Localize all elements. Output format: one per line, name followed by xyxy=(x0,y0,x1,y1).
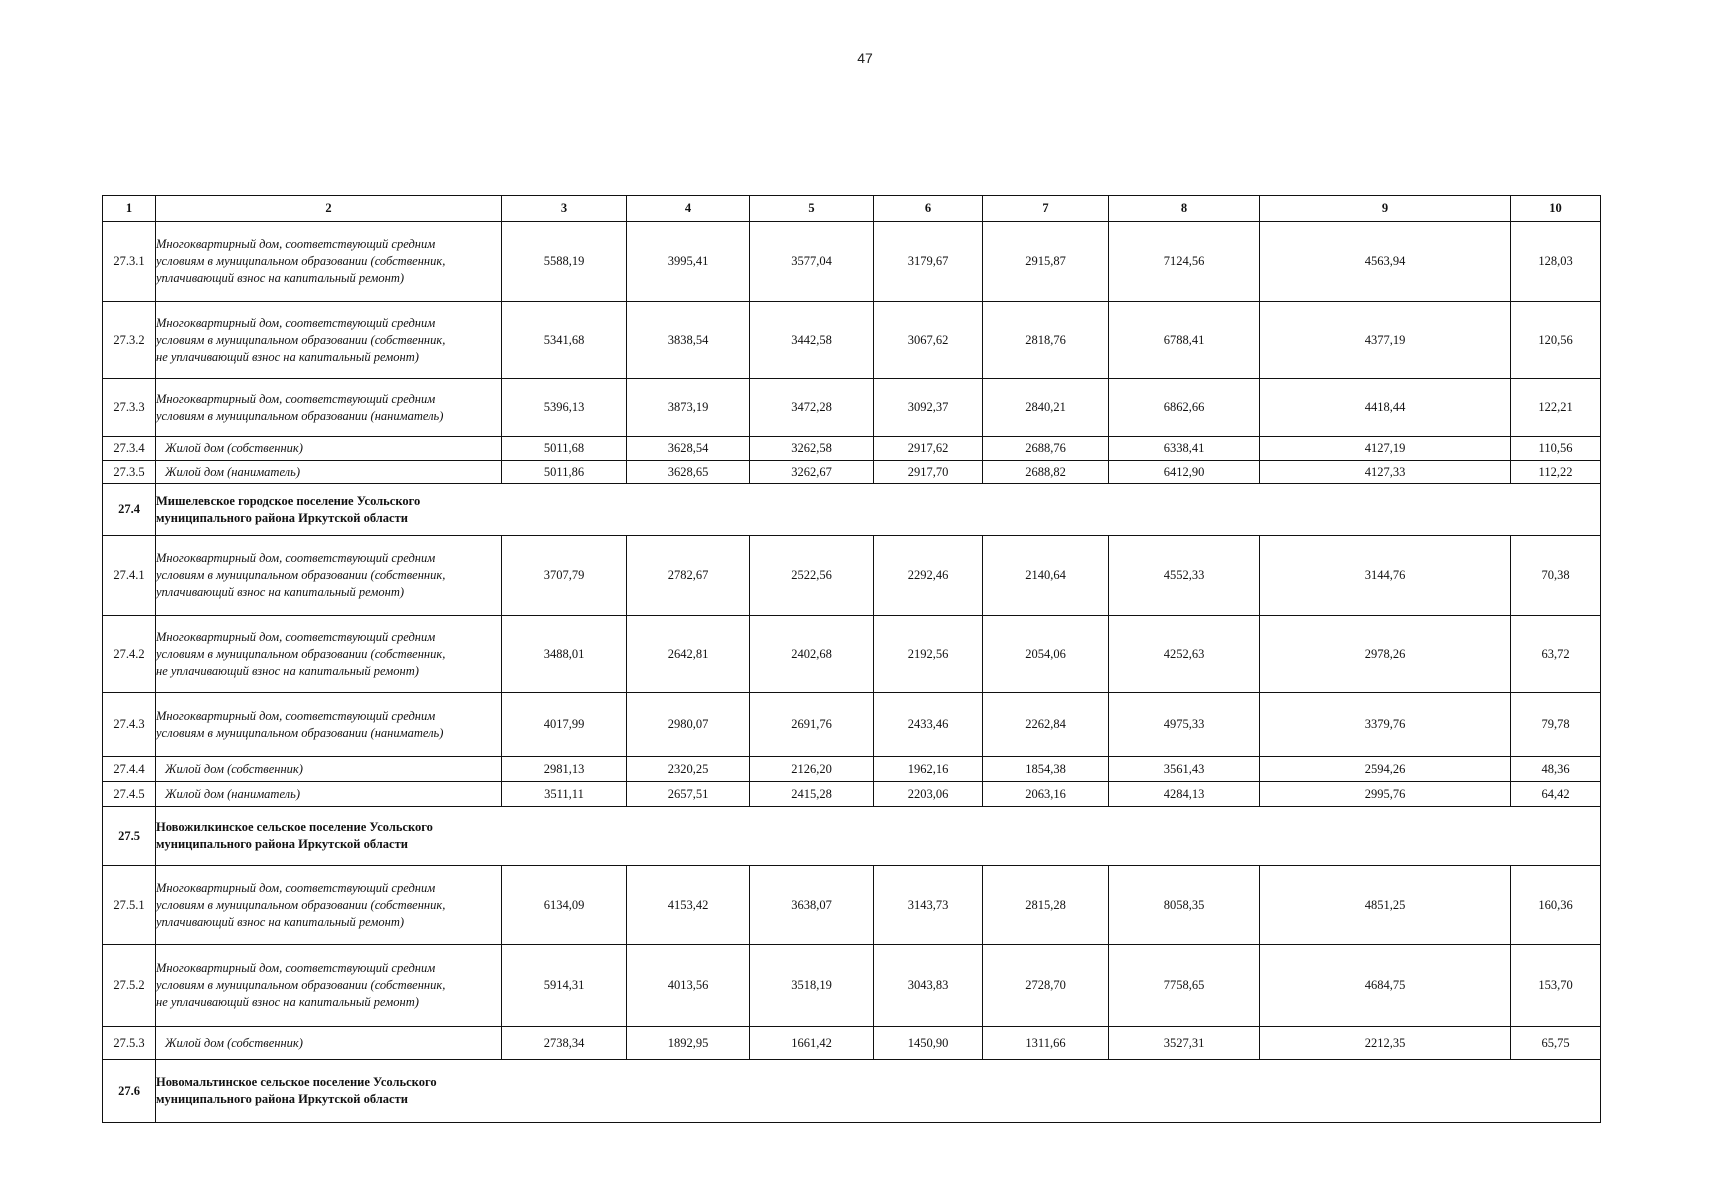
description-line: условиям в муниципальном образовании (наниматель) xyxy=(156,725,444,740)
row-27-3-5 xyxy=(103,461,1601,484)
section-number: 27.4 xyxy=(103,484,156,536)
value-col-8: 4284,13 xyxy=(1109,782,1260,807)
description-line: Многоквартирный дом, соответствующий средним xyxy=(156,961,436,975)
value-col-4: 2642,81 xyxy=(627,616,750,693)
header-col-9: 9 xyxy=(1260,196,1511,222)
header-col-4: 4 xyxy=(627,196,750,222)
row-27-3-2 xyxy=(103,302,1601,379)
header-col-2: 2 xyxy=(156,196,502,222)
description-line: условиям в муниципальном образовании (собственник, xyxy=(156,978,446,992)
value-col-5: 3262,58 xyxy=(750,437,874,461)
value-col-3: 5341,68 xyxy=(502,302,627,379)
description-line: Многоквартирный дом, соответствующий средним xyxy=(156,629,436,644)
row-number: 27.4.5 xyxy=(103,782,156,807)
value-col-8: 8058,35 xyxy=(1109,866,1260,945)
section-row-27-6 xyxy=(103,1060,1601,1123)
value-col-10: 128,03 xyxy=(1511,222,1601,302)
description-line: условиям в муниципальном образовании (собственник, xyxy=(156,332,446,347)
value-col-10: 63,72 xyxy=(1511,616,1601,693)
value-col-9: 2594,26 xyxy=(1260,757,1511,782)
section-title-line: Новомальтинское сельское поселение Усольского xyxy=(156,1075,437,1089)
value-col-3: 5396,13 xyxy=(502,379,627,437)
value-col-9: 2978,26 xyxy=(1260,616,1511,693)
value-col-5: 3518,19 xyxy=(750,945,874,1027)
value-col-6: 2917,70 xyxy=(874,461,983,484)
value-col-3: 5914,31 xyxy=(502,945,627,1027)
value-col-8: 7124,56 xyxy=(1109,222,1260,302)
header-row xyxy=(103,196,1601,222)
value-col-8: 6862,66 xyxy=(1109,379,1260,437)
value-col-8: 4975,33 xyxy=(1109,693,1260,757)
value-col-5: 2522,56 xyxy=(750,536,874,616)
description-line: Жилой дом (собственник) xyxy=(165,1035,303,1050)
value-col-10: 160,36 xyxy=(1511,866,1601,945)
value-col-5: 1661,42 xyxy=(750,1027,874,1060)
value-col-4: 2657,51 xyxy=(627,782,750,807)
value-col-3: 5011,68 xyxy=(502,437,627,461)
value-col-10: 112,22 xyxy=(1511,461,1601,484)
value-col-6: 1450,90 xyxy=(874,1027,983,1060)
value-col-6: 2192,56 xyxy=(874,616,983,693)
row-description xyxy=(156,1027,502,1060)
row-number: 27.4.3 xyxy=(103,693,156,757)
value-col-3: 3511,11 xyxy=(502,782,627,807)
description-line: Многоквартирный дом, соответствующий средним xyxy=(156,551,436,565)
value-col-4: 3838,54 xyxy=(627,302,750,379)
value-col-6: 2917,62 xyxy=(874,437,983,461)
row-number: 27.4.1 xyxy=(103,536,156,616)
row-27-5-3 xyxy=(103,1027,1601,1060)
value-col-10: 64,42 xyxy=(1511,782,1601,807)
value-col-7: 2262,84 xyxy=(983,693,1109,757)
section-title xyxy=(156,807,1601,866)
value-col-5: 2126,20 xyxy=(750,757,874,782)
value-col-8: 4552,33 xyxy=(1109,536,1260,616)
value-col-10: 48,36 xyxy=(1511,757,1601,782)
value-col-9: 4684,75 xyxy=(1260,945,1511,1027)
value-col-7: 2054,06 xyxy=(983,616,1109,693)
value-col-7: 2140,64 xyxy=(983,536,1109,616)
value-col-6: 3143,73 xyxy=(874,866,983,945)
value-col-8: 7758,65 xyxy=(1109,945,1260,1027)
row-description xyxy=(156,945,502,1027)
value-col-9: 4377,19 xyxy=(1260,302,1511,379)
value-col-8: 6788,41 xyxy=(1109,302,1260,379)
value-col-7: 1311,66 xyxy=(983,1027,1109,1060)
section-title xyxy=(156,484,1601,536)
description-line: Многоквартирный дом, соответствующий средним xyxy=(156,708,436,723)
value-col-10: 79,78 xyxy=(1511,693,1601,757)
value-col-7: 2818,76 xyxy=(983,302,1109,379)
value-col-7: 2688,76 xyxy=(983,437,1109,461)
value-col-9: 4127,33 xyxy=(1260,461,1511,484)
row-number: 27.4.4 xyxy=(103,757,156,782)
section-number: 27.5 xyxy=(103,807,156,866)
row-number: 27.5.1 xyxy=(103,866,156,945)
description-line: условиям в муниципальном образовании (собственник, xyxy=(156,568,446,582)
section-title-line: Мишелевское городское поселение Усольского xyxy=(156,493,421,508)
section-title-line: муниципального района Иркутской области xyxy=(156,837,408,851)
value-col-6: 3067,62 xyxy=(874,302,983,379)
value-col-4: 3628,65 xyxy=(627,461,750,484)
value-col-3: 3488,01 xyxy=(502,616,627,693)
value-col-4: 2782,67 xyxy=(627,536,750,616)
value-col-3: 2981,13 xyxy=(502,757,627,782)
value-col-10: 120,56 xyxy=(1511,302,1601,379)
value-col-4: 3628,54 xyxy=(627,437,750,461)
description-line: Многоквартирный дом, соответствующий средним xyxy=(156,391,436,406)
description-line: условиям в муниципальном образовании (собственник, xyxy=(156,254,446,268)
row-description xyxy=(156,616,502,693)
description-line: не уплачивающий взнос на капитальный ремонт) xyxy=(156,995,419,1009)
section-title-line: муниципального района Иркутской области xyxy=(156,1092,408,1106)
row-27-5-1 xyxy=(103,866,1601,945)
header-col-8: 8 xyxy=(1109,196,1260,222)
value-col-4: 3873,19 xyxy=(627,379,750,437)
value-col-5: 2402,68 xyxy=(750,616,874,693)
value-col-7: 1854,38 xyxy=(983,757,1109,782)
description-line: Многоквартирный дом, соответствующий средним xyxy=(156,315,436,330)
value-col-3: 4017,99 xyxy=(502,693,627,757)
value-col-7: 2840,21 xyxy=(983,379,1109,437)
row-27-4-4 xyxy=(103,757,1601,782)
value-col-4: 4153,42 xyxy=(627,866,750,945)
value-col-6: 3179,67 xyxy=(874,222,983,302)
value-col-8: 3561,43 xyxy=(1109,757,1260,782)
row-number: 27.3.1 xyxy=(103,222,156,302)
header-col-3: 3 xyxy=(502,196,627,222)
value-col-6: 3043,83 xyxy=(874,945,983,1027)
value-col-3: 2738,34 xyxy=(502,1027,627,1060)
tariff-table xyxy=(102,195,1601,1123)
section-row-27-4 xyxy=(103,484,1601,536)
value-col-10: 70,38 xyxy=(1511,536,1601,616)
row-number: 27.4.2 xyxy=(103,616,156,693)
section-number: 27.6 xyxy=(103,1060,156,1123)
section-title-line: Новожилкинское сельское поселение Усольского xyxy=(156,820,433,834)
description-line: Многоквартирный дом, соответствующий средним xyxy=(156,880,436,895)
row-description xyxy=(156,782,502,807)
value-col-6: 1962,16 xyxy=(874,757,983,782)
value-col-5: 3472,28 xyxy=(750,379,874,437)
value-col-5: 3442,58 xyxy=(750,302,874,379)
row-27-4-1 xyxy=(103,536,1601,616)
description-line: Жилой дом (собственник) xyxy=(165,761,303,776)
value-col-7: 2815,28 xyxy=(983,866,1109,945)
header-col-1: 1 xyxy=(103,196,156,222)
value-col-9: 4851,25 xyxy=(1260,866,1511,945)
value-col-9: 3379,76 xyxy=(1260,693,1511,757)
value-col-8: 3527,31 xyxy=(1109,1027,1260,1060)
description-line: не уплачивающий взнос на капитальный ремонт) xyxy=(156,349,419,364)
row-27-4-3 xyxy=(103,693,1601,757)
value-col-8: 4252,63 xyxy=(1109,616,1260,693)
row-description xyxy=(156,461,502,484)
value-col-7: 2688,82 xyxy=(983,461,1109,484)
description-line: уплачивающий взнос на капитальный ремонт) xyxy=(156,271,405,285)
section-title-line: муниципального района Иркутской области xyxy=(156,510,408,525)
value-col-3: 3707,79 xyxy=(502,536,627,616)
value-col-10: 110,56 xyxy=(1511,437,1601,461)
value-col-5: 3638,07 xyxy=(750,866,874,945)
value-col-3: 5011,86 xyxy=(502,461,627,484)
row-description xyxy=(156,222,502,302)
row-27-3-1 xyxy=(103,222,1601,302)
row-27-3-4 xyxy=(103,437,1601,461)
value-col-9: 4418,44 xyxy=(1260,379,1511,437)
value-col-4: 2320,25 xyxy=(627,757,750,782)
value-col-4: 3995,41 xyxy=(627,222,750,302)
value-col-10: 122,21 xyxy=(1511,379,1601,437)
row-27-4-5 xyxy=(103,782,1601,807)
section-row-27-5 xyxy=(103,807,1601,866)
value-col-6: 3092,37 xyxy=(874,379,983,437)
row-27-5-2 xyxy=(103,945,1601,1027)
value-col-10: 153,70 xyxy=(1511,945,1601,1027)
row-number: 27.5.2 xyxy=(103,945,156,1027)
value-col-6: 2433,46 xyxy=(874,693,983,757)
row-description xyxy=(156,302,502,379)
value-col-8: 6412,90 xyxy=(1109,461,1260,484)
description-line: не уплачивающий взнос на капитальный ремонт) xyxy=(156,663,419,678)
value-col-5: 2691,76 xyxy=(750,693,874,757)
description-line: уплачивающий взнос на капитальный ремонт) xyxy=(156,585,405,599)
row-27-3-3 xyxy=(103,379,1601,437)
value-col-9: 4563,94 xyxy=(1260,222,1511,302)
row-description xyxy=(156,437,502,461)
description-line: Жилой дом (наниматель) xyxy=(165,786,300,801)
value-col-10: 65,75 xyxy=(1511,1027,1601,1060)
page-number: 47 xyxy=(857,50,873,66)
value-col-8: 6338,41 xyxy=(1109,437,1260,461)
value-col-7: 2063,16 xyxy=(983,782,1109,807)
value-col-7: 2728,70 xyxy=(983,945,1109,1027)
row-description xyxy=(156,693,502,757)
description-line: Жилой дом (собственник) xyxy=(165,441,303,455)
header-col-7: 7 xyxy=(983,196,1109,222)
value-col-9: 2995,76 xyxy=(1260,782,1511,807)
value-col-9: 3144,76 xyxy=(1260,536,1511,616)
section-title xyxy=(156,1060,1601,1123)
value-col-6: 2203,06 xyxy=(874,782,983,807)
header-col-10: 10 xyxy=(1511,196,1601,222)
value-col-9: 2212,35 xyxy=(1260,1027,1511,1060)
value-col-3: 5588,19 xyxy=(502,222,627,302)
row-number: 27.3.3 xyxy=(103,379,156,437)
value-col-4: 2980,07 xyxy=(627,693,750,757)
value-col-9: 4127,19 xyxy=(1260,437,1511,461)
description-line: условиям в муниципальном образовании (наниматель) xyxy=(156,408,444,423)
row-27-4-2 xyxy=(103,616,1601,693)
description-line: Многоквартирный дом, соответствующий средним xyxy=(156,237,436,251)
value-col-7: 2915,87 xyxy=(983,222,1109,302)
description-line: уплачивающий взнос на капитальный ремонт) xyxy=(156,914,405,929)
header-col-5: 5 xyxy=(750,196,874,222)
value-col-4: 4013,56 xyxy=(627,945,750,1027)
value-col-4: 1892,95 xyxy=(627,1027,750,1060)
description-line: Жилой дом (наниматель) xyxy=(165,464,300,479)
description-line: условиям в муниципальном образовании (собственник, xyxy=(156,646,446,661)
row-description xyxy=(156,536,502,616)
row-number: 27.5.3 xyxy=(103,1027,156,1060)
value-col-5: 2415,28 xyxy=(750,782,874,807)
row-description xyxy=(156,866,502,945)
header-col-6: 6 xyxy=(874,196,983,222)
description-line: условиям в муниципальном образовании (собственник, xyxy=(156,897,446,912)
value-col-6: 2292,46 xyxy=(874,536,983,616)
row-description xyxy=(156,757,502,782)
row-description xyxy=(156,379,502,437)
value-col-5: 3262,67 xyxy=(750,461,874,484)
row-number: 27.3.4 xyxy=(103,437,156,461)
row-number: 27.3.2 xyxy=(103,302,156,379)
value-col-3: 6134,09 xyxy=(502,866,627,945)
value-col-5: 3577,04 xyxy=(750,222,874,302)
row-number: 27.3.5 xyxy=(103,461,156,484)
